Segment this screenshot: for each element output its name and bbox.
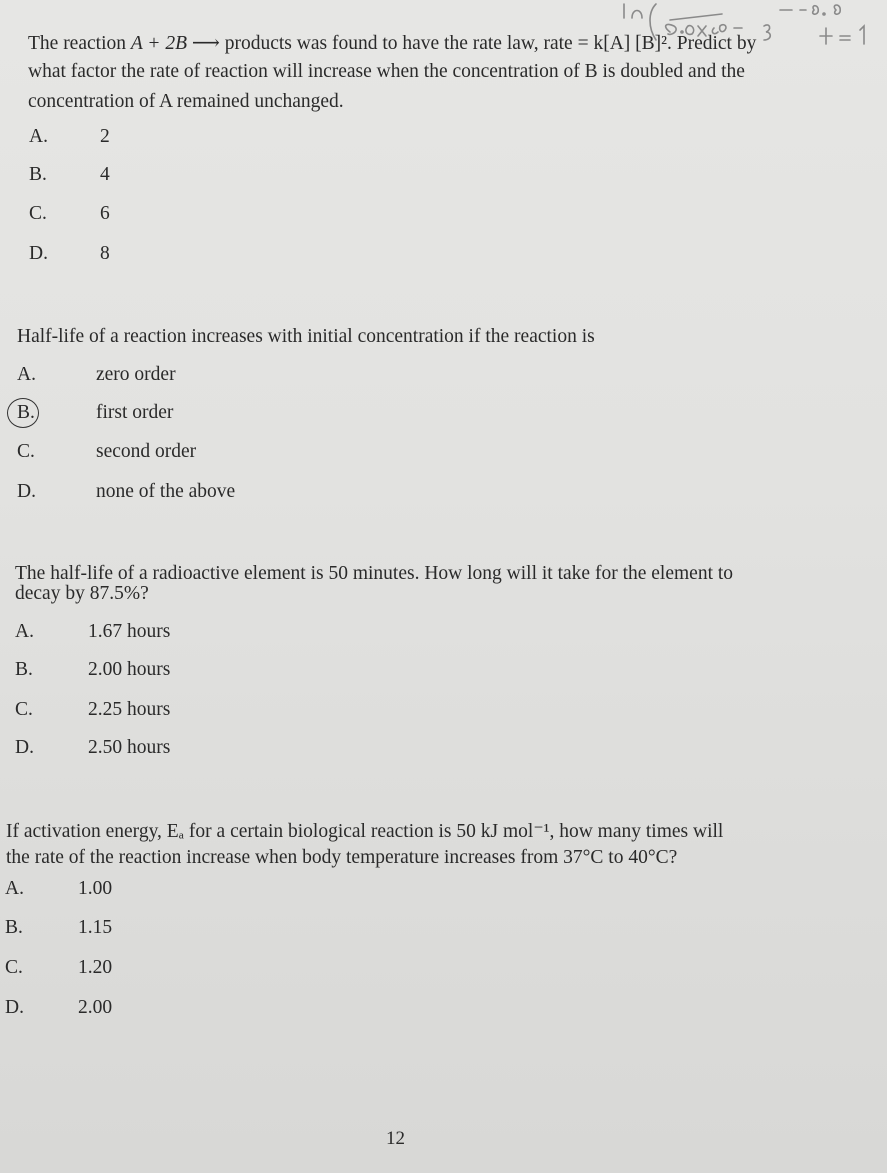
option-label: C. <box>17 441 35 462</box>
question-1-stem-text: The reaction <box>28 33 131 54</box>
page-number: 12 <box>386 1128 405 1149</box>
option-text: 6 <box>100 203 110 224</box>
option-label: D. <box>17 481 36 502</box>
question-1-stem-text-post: products was found to have the rate law, rate = k[A] [B]². Predict by <box>219 33 757 54</box>
option-text: first order <box>96 402 174 423</box>
option-label: C. <box>5 957 23 978</box>
question-1-stem-line-2: what factor the rate of reaction will increase when the concentration of B is doubled and the <box>28 61 745 82</box>
option-text: 1.00 <box>78 878 113 899</box>
option-text: 2.00 <box>78 997 113 1018</box>
option-text: 2.50 hours <box>88 737 171 758</box>
option-label: B. <box>17 402 35 423</box>
option-text: second order <box>96 441 197 462</box>
option-label: D. <box>15 737 34 758</box>
option-text: 1.20 <box>78 957 113 978</box>
option-label: D. <box>5 997 24 1018</box>
question-4-stem-line-2: the rate of the reaction increase when body temperature increases from 37°C to 40°C? <box>6 847 678 868</box>
question-3-stem-line-2: decay by 87.5%? <box>15 583 149 604</box>
option-label: A. <box>29 126 48 147</box>
question-1-stem-line-3: concentration of A remained unchanged. <box>28 91 344 112</box>
question-4-stem-line-1: If activation energy, Eₐ for a certain biological reaction is 50 kJ mol⁻¹, how many times will <box>6 821 724 842</box>
option-label: A. <box>15 621 34 642</box>
option-label: B. <box>5 917 23 938</box>
option-label: B. <box>15 659 33 680</box>
question-2-stem-line-1: Half-life of a reaction increases with initial concentration if the reaction is <box>17 326 595 347</box>
question-1-equation: A + 2B ⟶ <box>130 33 220 54</box>
option-text: 2.00 hours <box>88 659 171 680</box>
option-label: A. <box>5 878 24 899</box>
option-text: 4 <box>100 164 110 185</box>
option-text: 1.15 <box>78 917 113 938</box>
question-1-stem-line-1 <box>28 32 756 55</box>
option-label: B. <box>29 164 47 185</box>
option-text: 2 <box>100 126 110 147</box>
option-label: D. <box>29 243 48 264</box>
question-3-stem-line-1: The half-life of a radioactive element is 50 minutes. How long will it take for the element to <box>15 563 734 584</box>
option-text: 8 <box>100 243 110 264</box>
option-text: 2.25 hours <box>88 699 171 720</box>
option-text: none of the above <box>96 481 236 502</box>
option-text: 1.67 hours <box>88 621 171 642</box>
option-label: C. <box>15 699 33 720</box>
option-text: zero order <box>96 364 176 385</box>
option-label: A. <box>17 364 36 385</box>
option-label: C. <box>29 203 47 224</box>
